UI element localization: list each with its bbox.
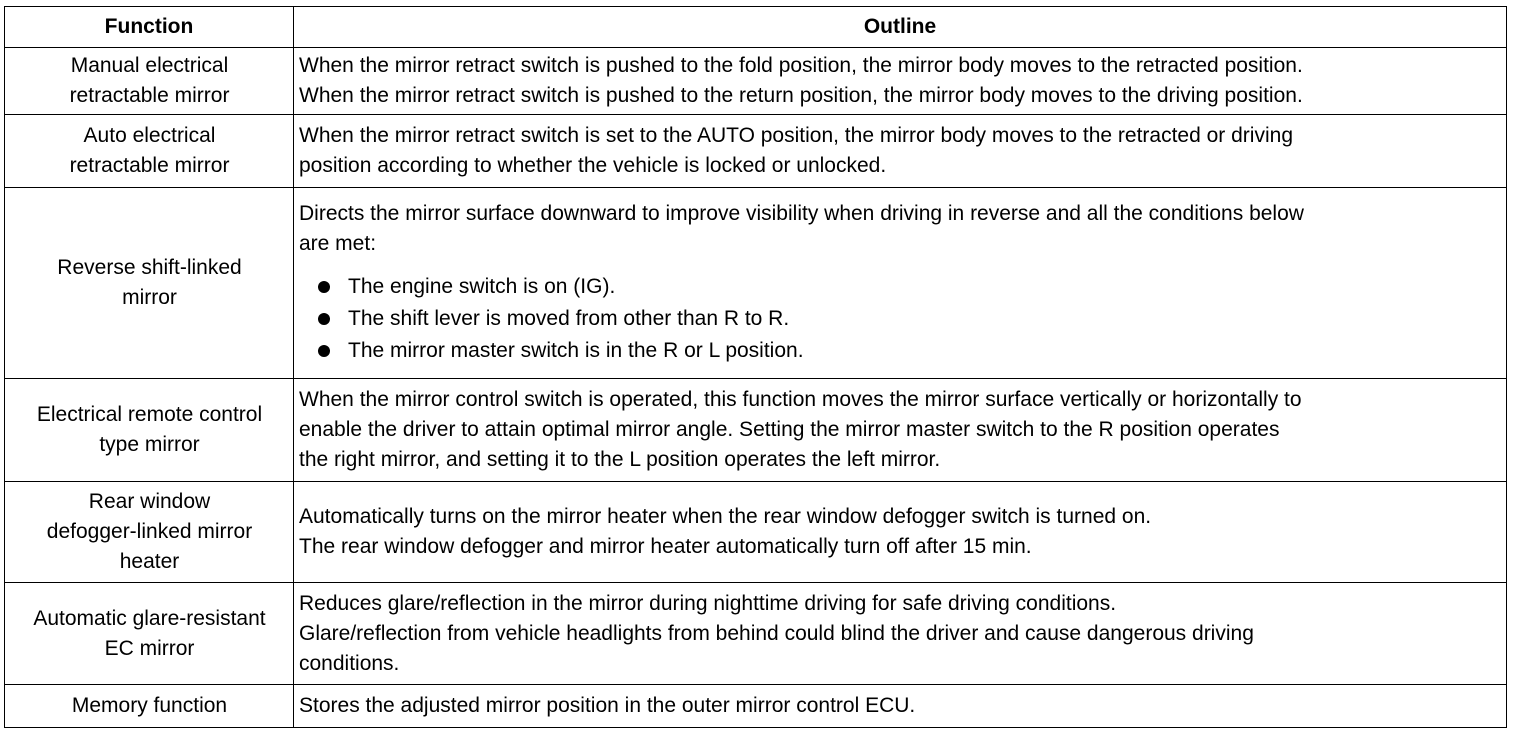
outline-text: Reduces glare/reflection in the mirror during nighttime driving for safe driving conditions.	[299, 592, 1117, 615]
function-cell	[5, 115, 294, 188]
function-cell	[5, 583, 294, 685]
list-item	[299, 303, 1502, 335]
function-text: Auto electrical	[83, 124, 216, 147]
table-row	[5, 379, 1507, 482]
header-function: Function	[5, 7, 294, 48]
outline-cell	[294, 188, 1507, 379]
function-text: EC mirror	[104, 637, 195, 660]
outline-cell	[294, 482, 1507, 583]
function-text: Manual electrical	[70, 54, 229, 77]
outline-text: Automatically turns on the mirror heater when the rear window defogger switch is turned on.	[299, 505, 1152, 528]
bullet-icon	[318, 281, 330, 293]
condition-text: The shift lever is moved from other than R to R.	[348, 307, 790, 330]
function-text: type mirror	[99, 433, 200, 456]
function-cell	[5, 48, 294, 115]
outline-text: When the mirror control switch is operated, this function moves the mirror surface vertically or horizontally to	[299, 388, 1302, 411]
table-row	[5, 48, 1507, 115]
outline-text: When the mirror retract switch is pushed to the fold position, the mirror body moves to the retracted position.	[299, 54, 1303, 77]
outline-cell	[294, 583, 1507, 685]
function-cell	[5, 379, 294, 482]
outline-text: When the mirror retract switch is set to the AUTO position, the mirror body moves to the retracted or driving	[299, 124, 1293, 147]
function-text: retractable mirror	[69, 154, 230, 177]
outline-text: Glare/reflection from vehicle headlights from behind could blind the driver and cause dangerous driving	[299, 622, 1254, 645]
condition-text: The mirror master switch is in the R or L position.	[348, 339, 804, 362]
function-text: Reverse shift-linked	[57, 256, 242, 279]
function-text: retractable mirror	[69, 84, 230, 107]
table-row	[5, 115, 1507, 188]
condition-list	[299, 271, 1502, 367]
function-text: defogger-linked mirror	[46, 520, 253, 543]
table-row	[5, 188, 1507, 379]
outline-text: The rear window defogger and mirror heater automatically turn off after 15 min.	[299, 535, 1032, 558]
table-row	[5, 482, 1507, 583]
function-text: Electrical remote control	[36, 403, 263, 426]
bullet-icon	[318, 345, 330, 357]
table-row	[5, 583, 1507, 685]
function-text: heater	[119, 550, 180, 573]
function-text: mirror	[122, 286, 177, 309]
outline-cell	[294, 379, 1507, 482]
function-text: Rear window	[88, 490, 211, 513]
outline-text: are met:	[299, 232, 377, 255]
outline-cell	[294, 48, 1507, 115]
outline-cell	[294, 115, 1507, 188]
function-cell	[5, 188, 294, 379]
outline-text: position according to whether the vehicle is locked or unlocked.	[299, 154, 887, 177]
function-cell	[5, 685, 294, 728]
outline-text: Stores the adjusted mirror position in the outer mirror control ECU.	[299, 694, 916, 717]
outline-text: the right mirror, and setting it to the L position operates the left mirror.	[299, 448, 941, 471]
condition-text: The engine switch is on (IG).	[348, 275, 616, 298]
header-outline: Outline	[294, 7, 1507, 48]
header-row	[5, 7, 1507, 48]
outline-text: conditions.	[299, 652, 400, 675]
function-cell	[5, 482, 294, 583]
list-item	[299, 271, 1502, 303]
function-text: Automatic glare-resistant	[33, 607, 266, 630]
outline-text: When the mirror retract switch is pushed to the return position, the mirror body moves to the driving position.	[299, 84, 1303, 107]
mirror-function-table	[4, 6, 1507, 728]
bullet-icon	[318, 313, 330, 325]
outline-text: enable the driver to attain optimal mirror angle. Setting the mirror master switch to the R position operates	[299, 418, 1280, 441]
function-text: Memory function	[71, 694, 228, 717]
outline-text: Directs the mirror surface downward to improve visibility when driving in reverse and all the conditions below	[299, 202, 1304, 225]
outline-cell	[294, 685, 1507, 728]
list-item	[299, 335, 1502, 367]
table-row	[5, 685, 1507, 728]
